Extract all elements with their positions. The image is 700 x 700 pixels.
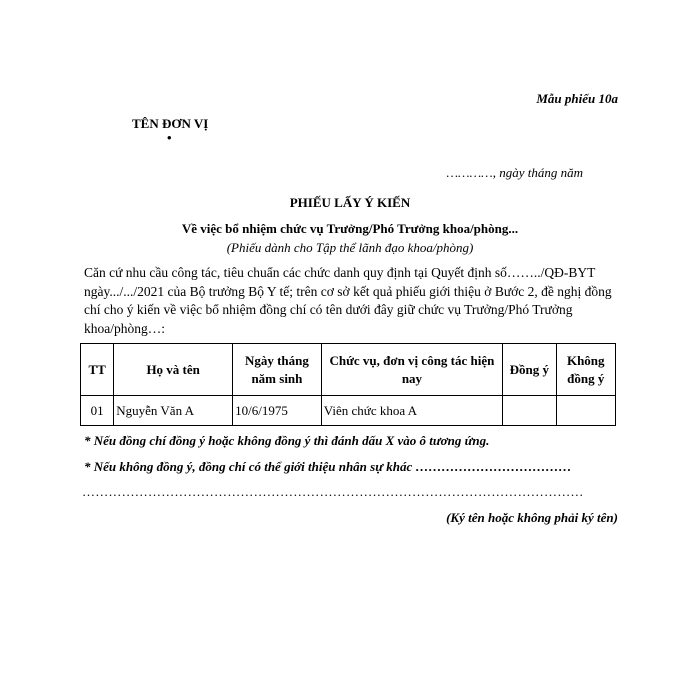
suggestion-fill-line[interactable]: …………………………………………………………………………………………………… [82, 484, 584, 499]
document-title: PHIẾU LẤY Ý KIẾN [289, 195, 411, 210]
header-disagree: Không đồng ý [556, 344, 616, 396]
vote-table [80, 343, 616, 426]
cell-disagree-checkbox[interactable] [556, 396, 616, 426]
document-subject: Về việc bổ nhiệm chức vụ Trưởng/Phó Trưởng khoa/phòng... [181, 221, 519, 236]
note-mark-instruction: * Nếu đồng chí đồng ý hoặc không đồng ý thì đánh dấu X vào ô tương ứng. [84, 433, 490, 448]
note-suggest-other: * Nếu không đồng ý, đồng chí có thể giới thiệu nhân sự khác ……………………………… [84, 459, 572, 474]
cell-agree-checkbox[interactable] [503, 396, 556, 426]
cell-dob: 10/6/1975 [233, 396, 322, 426]
header-tt: TT [81, 344, 114, 396]
document-audience-note: (Phiếu dành cho Tập thể lãnh đạo khoa/phòng) [226, 240, 474, 255]
table-header-row [81, 344, 616, 396]
cell-name: Nguyễn Văn A [114, 396, 233, 426]
header-agree: Đồng ý [503, 344, 556, 396]
body-paragraph: Căn cứ nhu cầu công tác, tiêu chuẩn các chức danh quy định tại Quyết định số……../QĐ-BYT ngày.../.../2021 của Bộ trưởng Bộ Y tế; trên cơ sở kết quả phiếu giới thiệu ở Bước 2, đề nghị đồng chí cho ý kiến về việc bổ nhiệm đồng chí có tên dưới đây giữ chức vụ Trưởng/Phó Trưởng khoa/phòng…: [84, 265, 612, 336]
bullet-mark: • [167, 130, 172, 145]
table-row [81, 396, 616, 426]
cell-position: Viên chức khoa A [321, 396, 502, 426]
header-position: Chức vụ, đơn vị công tác hiện nay [321, 344, 502, 396]
signature-note: (Ký tên hoặc không phải ký tên) [446, 510, 618, 525]
cell-tt: 01 [81, 396, 114, 426]
header-name: Họ và tên [114, 344, 233, 396]
header-dob: Ngày tháng năm sinh [233, 344, 322, 396]
date-line: …………, ngày tháng năm [446, 165, 583, 180]
form-code: Mẫu phiếu 10a [536, 91, 618, 106]
unit-name: TÊN ĐƠN VỊ [132, 116, 209, 131]
